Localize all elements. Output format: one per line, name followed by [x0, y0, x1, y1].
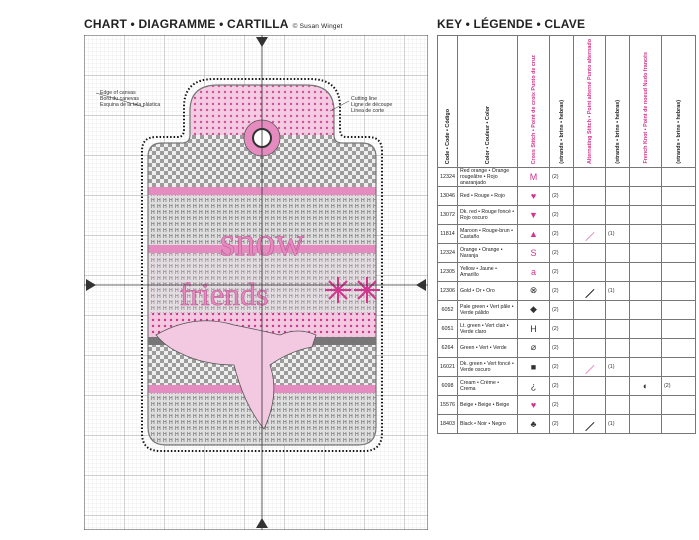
key-code: 11814: [438, 224, 458, 243]
key-alt-strands: [606, 319, 630, 338]
key-french-knot: [630, 262, 662, 281]
key-code: 12324: [438, 243, 458, 262]
key-color-name: Maroon • Rouge-brun • Castaño: [458, 224, 518, 243]
key-knot-strands: (2): [662, 376, 696, 395]
key-row: [438, 262, 696, 281]
key-code: 18403: [438, 414, 458, 433]
key-color-name: Lt. green • Vert clair • Verde claro: [458, 319, 518, 338]
key-code: 16021: [438, 357, 458, 376]
key-symbol: H: [518, 319, 550, 338]
key-color-name: Yellow • Jaune • Amarillo: [458, 262, 518, 281]
key-color-name: Pale green • Vert pâle • Verde pálido: [458, 300, 518, 319]
key-alt-strands: [606, 243, 630, 262]
key-color-name: Gold • Or • Oro: [458, 281, 518, 300]
callout-edge-of-canvas: [100, 90, 160, 108]
copyright: © Susan Winget: [292, 23, 343, 30]
key-alternating-stitch: [574, 205, 606, 224]
callout-edge-line: Esquina de la tela plástica: [100, 102, 161, 108]
key-french-knot: [630, 414, 662, 433]
key-row: [438, 224, 696, 243]
key-french-knot: [630, 167, 662, 186]
key-color-name: Red • Rouge • Rojo: [458, 186, 518, 205]
key-strands: (2): [550, 357, 574, 376]
key-code: 6052: [438, 300, 458, 319]
key-code: 12324: [438, 167, 458, 186]
key-col-alternating-label: Alternating Stitch • Point alterné Punto alternado: [586, 39, 593, 164]
key-code: 6098: [438, 376, 458, 395]
key-alternating-stitch: [574, 281, 606, 300]
key-french-knot: [630, 243, 662, 262]
callout-edge-line: Edge of canvas: [100, 90, 136, 96]
key-alternating-stitch: [574, 319, 606, 338]
key-col-strands3: [662, 36, 696, 168]
key-strands: (2): [550, 414, 574, 433]
key-alternating-stitch: [574, 357, 606, 376]
key-symbol: ⊗: [518, 281, 550, 300]
key-row: [438, 376, 696, 395]
key-row: [438, 395, 696, 414]
key-col-french-knot-label: French Knot • Point de noeud Nudo francés: [642, 52, 649, 164]
key-strands: (2): [550, 338, 574, 357]
key-symbol: ♥: [518, 395, 550, 414]
callout-edge-line: Bord du canevas: [100, 96, 139, 102]
key-alternating-stitch: [574, 186, 606, 205]
key-french-knot: ◐: [630, 376, 662, 395]
key-col-strands1-label: (strands • brins • hebras): [558, 100, 565, 164]
key-row: [438, 205, 696, 224]
key-strands: (2): [550, 395, 574, 414]
key-symbol: ¿: [518, 376, 550, 395]
key-alternating-stitch: [574, 224, 606, 243]
key-knot-strands: [662, 395, 696, 414]
key-french-knot: [630, 319, 662, 338]
key-alt-strands: (1): [606, 357, 630, 376]
key-symbol: ◆: [518, 300, 550, 319]
key-header-row: [438, 36, 696, 168]
key-french-knot: [630, 224, 662, 243]
key-knot-strands: [662, 319, 696, 338]
key-alt-strands: [606, 300, 630, 319]
key-strands: (2): [550, 205, 574, 224]
key-title: KEY • LÉGENDE • CLAVE: [437, 17, 586, 31]
key-knot-strands: [662, 186, 696, 205]
key-color-name: Red orange • Orange rougeâtre • Rojo anaranjado: [458, 167, 518, 186]
key-strands: (2): [550, 186, 574, 205]
callout-cutting-line: [351, 96, 392, 114]
key-knot-strands: [662, 205, 696, 224]
key-symbol: ▲: [518, 224, 550, 243]
key-color-name: Dk. red • Rouge foncé • Rojo oscuro: [458, 205, 518, 224]
key-strands: (2): [550, 167, 574, 186]
key-col-cross: [518, 36, 550, 168]
chart-title-text: CHART • DIAGRAMME • CARTILLA: [84, 17, 289, 31]
key-alt-strands: [606, 167, 630, 186]
key-strands: (2): [550, 281, 574, 300]
stitch-line-icon: [585, 365, 594, 374]
key-row: [438, 186, 696, 205]
key-alternating-stitch: [574, 243, 606, 262]
callout-cut-line: Cutting line: [351, 96, 377, 102]
key-knot-strands: [662, 224, 696, 243]
key-color-name: Dk. green • Vert foncé • Verde oscuro: [458, 357, 518, 376]
key-color-name: Black • Noir • Negro: [458, 414, 518, 433]
key-knot-strands: [662, 281, 696, 300]
key-french-knot: [630, 300, 662, 319]
key-alt-strands: [606, 186, 630, 205]
callout-cut-line: Ligne de découpe: [351, 102, 393, 108]
key-code: 6264: [438, 338, 458, 357]
key-row: [438, 167, 696, 186]
key-code: 13072: [438, 205, 458, 224]
key-col-strands1: [550, 36, 574, 168]
key-col-cross-label: Cross Stitch • Point de croix Punto de cruz: [530, 54, 537, 164]
key-alt-strands: [606, 205, 630, 224]
key-col-alternating: [574, 36, 606, 168]
key-alternating-stitch: [574, 300, 606, 319]
key-code: 6051: [438, 319, 458, 338]
key-strands: (2): [550, 243, 574, 262]
design-word-snow: snow: [219, 219, 305, 264]
key-col-color: [458, 36, 518, 168]
key-row: [438, 338, 696, 357]
stitch-line-icon: [585, 289, 594, 298]
design-word-friends: friends: [179, 276, 269, 312]
key-knot-strands: [662, 300, 696, 319]
key-code: 12305: [438, 262, 458, 281]
key-strands: (2): [550, 224, 574, 243]
key-strands: (2): [550, 376, 574, 395]
key-row: [438, 414, 696, 433]
key-color-name: Beige • Beige • Beige: [458, 395, 518, 414]
key-alternating-stitch: [574, 414, 606, 433]
key-french-knot: [630, 338, 662, 357]
stitch-line-icon: [585, 422, 594, 431]
key-row: [438, 281, 696, 300]
key-symbol: ■: [518, 357, 550, 376]
key-knot-strands: [662, 243, 696, 262]
key-strands: (2): [550, 300, 574, 319]
key-french-knot: [630, 357, 662, 376]
key-symbol: S: [518, 243, 550, 262]
key-color-name: Orange • Orange • Naranja: [458, 243, 518, 262]
key-symbol: ⌀: [518, 338, 550, 357]
key-row: [438, 319, 696, 338]
key-alt-strands: (1): [606, 414, 630, 433]
key-strands: (2): [550, 319, 574, 338]
key-alternating-stitch: [574, 167, 606, 186]
key-col-strands2: [606, 36, 630, 168]
key-alt-strands: (1): [606, 281, 630, 300]
key-col-strands2-label: (strands • brins • hebras): [614, 100, 621, 164]
key-col-code-label: Code • Code • Código: [444, 108, 451, 164]
key-col-code: [438, 36, 458, 168]
key-col-strands3-label: (strands • brins • hebras): [675, 100, 682, 164]
key-row: [438, 243, 696, 262]
key-french-knot: [630, 395, 662, 414]
key-alternating-stitch: [574, 376, 606, 395]
key-col-french-knot: [630, 36, 662, 168]
key-code: 15576: [438, 395, 458, 414]
key-alt-strands: [606, 338, 630, 357]
stitch-line-icon: [585, 232, 594, 241]
key-alt-strands: [606, 395, 630, 414]
key-alternating-stitch: [574, 395, 606, 414]
key-knot-strands: [662, 167, 696, 186]
key-table: [437, 35, 696, 434]
key-french-knot: [630, 186, 662, 205]
key-symbol: M: [518, 167, 550, 186]
key-code: 13046: [438, 186, 458, 205]
key-alternating-stitch: [574, 262, 606, 281]
key-code: 12306: [438, 281, 458, 300]
key-knot-strands: [662, 338, 696, 357]
key-alt-strands: [606, 262, 630, 281]
key-row: [438, 357, 696, 376]
key-col-color-label: Color • Couleur • Color: [484, 105, 491, 164]
key-color-name: Cream • Crème • Crema: [458, 376, 518, 395]
key-knot-strands: [662, 357, 696, 376]
key-symbol: ▼: [518, 205, 550, 224]
key-alternating-stitch: [574, 338, 606, 357]
callout-cut-line: Línea de corte: [351, 108, 385, 114]
key-symbol: ♥: [518, 186, 550, 205]
key-strands: (2): [550, 262, 574, 281]
key-french-knot: [630, 281, 662, 300]
key-symbol: a: [518, 262, 550, 281]
key-french-knot: [630, 205, 662, 224]
chart-title: [84, 17, 343, 31]
key-alt-strands: (1): [606, 224, 630, 243]
key-row: [438, 300, 696, 319]
key-knot-strands: [662, 262, 696, 281]
key-body: [438, 167, 696, 433]
key-alt-strands: [606, 376, 630, 395]
key-color-name: Green • Vert • Verde: [458, 338, 518, 357]
key-symbol: ♣: [518, 414, 550, 433]
key-knot-strands: [662, 414, 696, 433]
